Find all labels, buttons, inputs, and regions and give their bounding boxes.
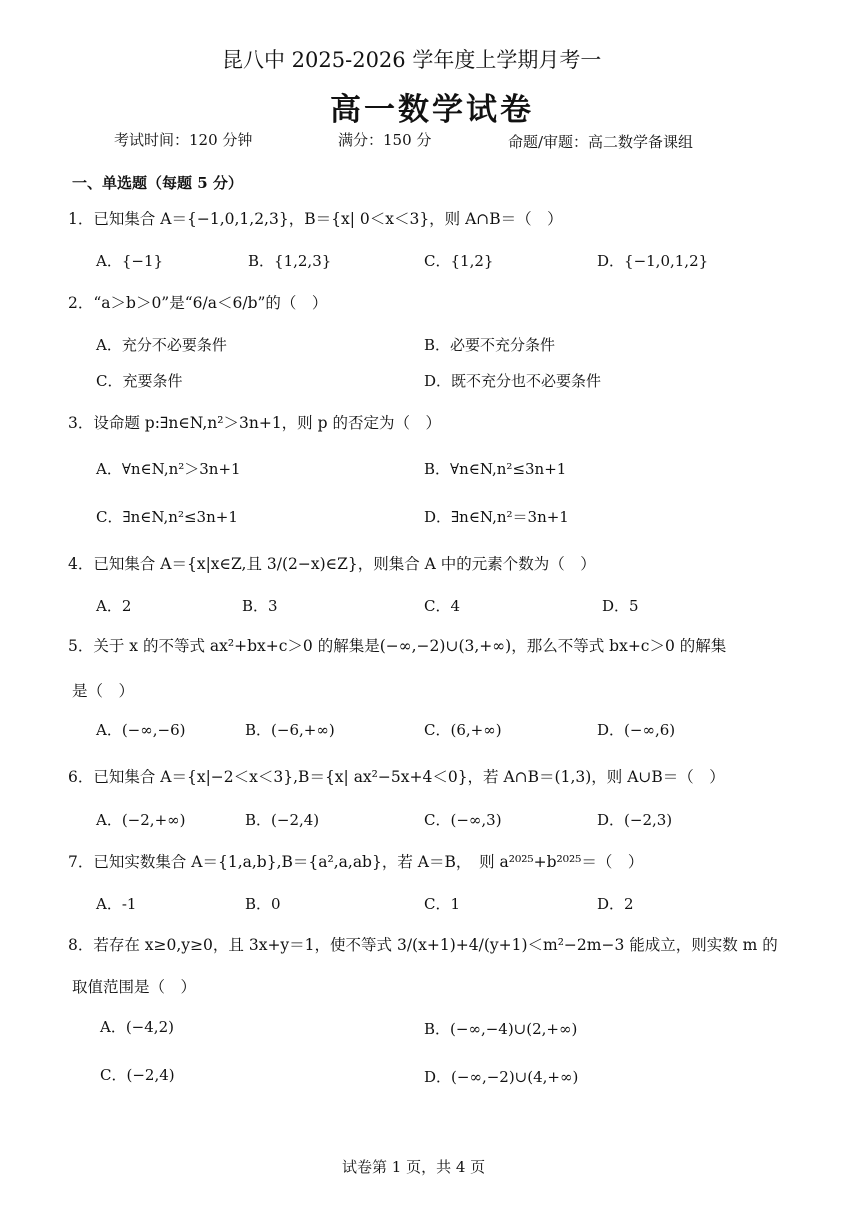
question-8-stem: 8．若存在 x≥0,y≥0，且 3x+y＝1，使不等式 3/(x+1)+4/(y+1)＜m²−2m−3 能成立，则实数 m 的 — [68, 936, 778, 954]
page-title: 高一数学试卷 — [330, 92, 534, 128]
full-score: 满分：150 分 — [338, 131, 432, 149]
question-7-option-c: C．1 — [424, 895, 461, 913]
question-1-option-d: D．{−1,0,1,2} — [597, 252, 709, 270]
question-6-option-c: C．(−∞,3) — [424, 811, 502, 829]
question-5-option-d: D．(−∞,6) — [597, 721, 676, 739]
question-4-option-b: B．3 — [242, 597, 278, 615]
question-3-option-c: C．∃n∈N,n²≤3n+1 — [96, 508, 238, 526]
question-5-option-b: B．(−6,+∞) — [245, 721, 335, 739]
question-2-option-d: D．既不充分也不必要条件 — [424, 372, 602, 390]
question-1-option-c: C．{1,2} — [424, 252, 494, 270]
question-7-option-b: B．0 — [245, 895, 281, 913]
school-header: 昆八中 2025-2026 学年度上学期月考一 — [222, 48, 602, 72]
question-8-stem-cont: 取值范围是（ ） — [72, 978, 197, 996]
exam-time: 考试时间：120 分钟 — [114, 131, 253, 149]
question-7-option-a: A．-1 — [96, 895, 137, 913]
question-7-stem: 7．已知实数集合 A＝{1,a,b},B＝{a²,a,ab}，若 A＝B， 则 a²⁰²⁵+b²⁰²⁵＝（ ） — [68, 853, 644, 871]
question-8-option-d: D．(−∞,−2)∪(4,+∞) — [424, 1068, 579, 1086]
question-6-option-a: A．(−2,+∞) — [96, 811, 186, 829]
question-4-option-a: A．2 — [96, 597, 132, 615]
question-2-option-a: A．充分不必要条件 — [96, 336, 227, 354]
question-5-stem: 5．关于 x 的不等式 ax²+bx+c＞0 的解集是(−∞,−2)∪(3,+∞)，那么不等式 bx+c＞0 的解集 — [68, 637, 727, 655]
question-2-stem: 2．“a＞b＞0”是“6/a＜6/b”的（ ） — [68, 294, 328, 312]
page-footer: 试卷第 1 页，共 4 页 — [342, 1158, 486, 1176]
question-3-option-a: A．∀n∈N,n²＞3n+1 — [96, 460, 241, 478]
question-2-option-c: C．充要条件 — [96, 372, 183, 390]
question-3-option-d: D．∃n∈N,n²＝3n+1 — [424, 508, 569, 526]
question-4-option-d: D．5 — [602, 597, 639, 615]
question-4-option-c: C．4 — [424, 597, 461, 615]
question-3-option-b: B．∀n∈N,n²≤3n+1 — [424, 460, 567, 478]
question-1-stem: 1．已知集合 A＝{−1,0,1,2,3}，B＝{x| 0＜x＜3}，则 A∩B＝（ ） — [68, 210, 563, 228]
question-3-stem: 3．设命题 p:∃n∈N,n²＞3n+1，则 p 的否定为（ ） — [68, 414, 441, 432]
question-6-stem: 6．已知集合 A＝{x|−2＜x＜3},B＝{x| ax²−5x+4＜0}，若 A∩B＝(1,3)，则 A∪B＝（ ） — [68, 768, 725, 786]
question-6-option-b: B．(−2,4) — [245, 811, 320, 829]
question-4-stem: 4．已知集合 A＝{x|x∈Z,且 3/(2−x)∈Z}，则集合 A 中的元素个数为（ ） — [68, 555, 596, 573]
question-7-option-d: D．2 — [597, 895, 634, 913]
question-5-option-a: A．(−∞,−6) — [96, 721, 186, 739]
question-5-stem-cont: 是（ ） — [72, 682, 135, 700]
author-info: 命题/审题：高二数学备课组 — [508, 133, 694, 151]
question-8-option-b: B．(−∞,−4)∪(2,+∞) — [424, 1020, 578, 1038]
question-8-option-c: C．(−2,4) — [100, 1066, 175, 1084]
question-1-option-b: B．{1,2,3} — [248, 252, 332, 270]
question-6-option-d: D．(−2,3) — [597, 811, 673, 829]
question-5-option-c: C．(6,+∞) — [424, 721, 502, 739]
section-heading: 一、单选题（每题 5 分） — [72, 174, 243, 192]
question-2-option-b: B．必要不充分条件 — [424, 336, 556, 354]
question-1-option-a: A．{−1} — [96, 252, 164, 270]
question-8-option-a: A．(−4,2) — [100, 1018, 174, 1036]
